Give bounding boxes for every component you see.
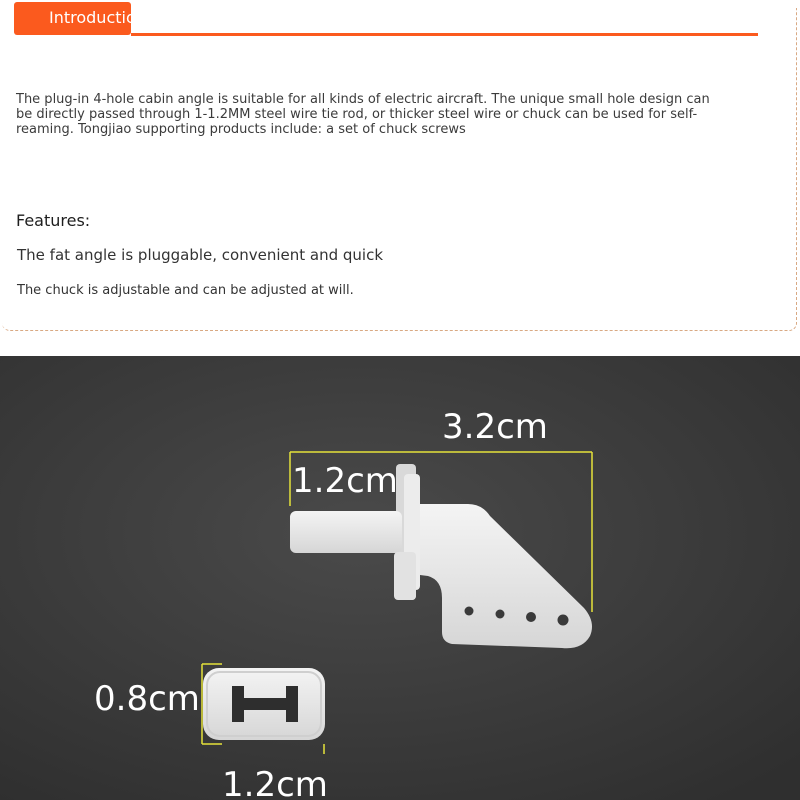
- product-photo: [0, 356, 800, 800]
- introduction-panel: [0, 0, 800, 356]
- product-description: The plug-in 4-hole cabin angle is suitable for all kinds of electric aircraft. The unique small hole design can be directly passed through 1-1.2MM steel wire tie rod, or thicker steel wire or chuck can be used for self-reaming. Tongjiao supporting products include: a set of chuck screws: [16, 92, 710, 137]
- feature-item: The fat angle is pluggable, convenient and quick: [17, 246, 384, 264]
- chuck-icon: [203, 668, 325, 740]
- introduction-tab[interactable]: [14, 2, 146, 35]
- dim-label-chuck-width: 1.2cm: [222, 765, 328, 800]
- feature-item: The chuck is adjustable and can be adjusted at will.: [17, 283, 354, 298]
- dim-label-chuck-height: 0.8cm: [94, 679, 200, 719]
- dim-label-horn-width: 3.2cm: [442, 407, 548, 447]
- tab-underline: [131, 33, 758, 36]
- introduction-tab-label: Introduction: [49, 8, 146, 27]
- features-heading: Features:: [16, 211, 91, 230]
- dim-label-horn-height: 1.2cm: [292, 461, 398, 501]
